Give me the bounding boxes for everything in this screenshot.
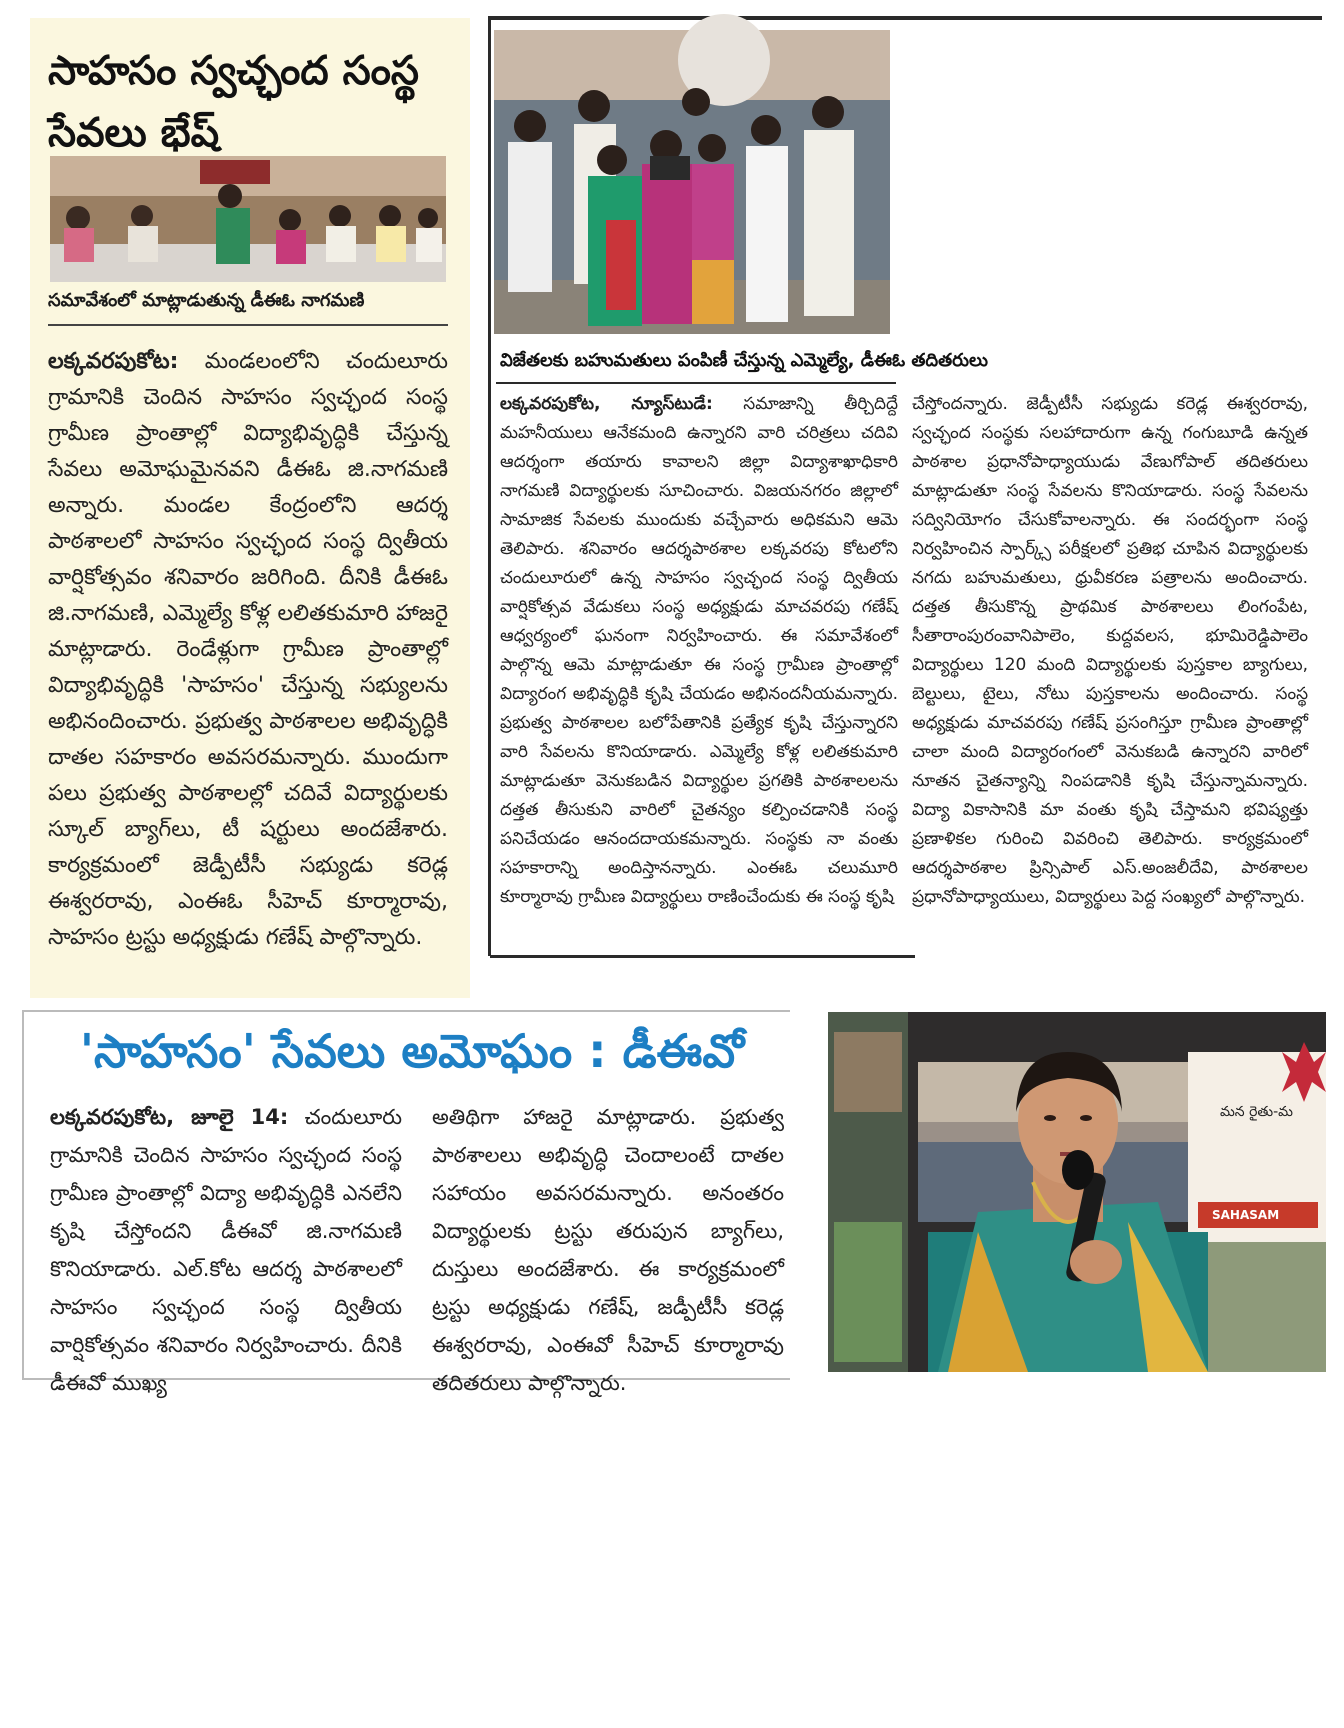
clip3-col1 — [50, 1098, 402, 1395]
clip2-col1-text: సమాజాన్ని తీర్చిదిద్దే మహనీయులు ఆనేకమంది ఉన్నారని వారి చరిత్రలు చదివి ఆదర్శంగా తయారు కావాలని జిల్లా విద్యాశాఖాధికారి నాగమణి విద్యార్థులకు సూచించారు. విజయనగరం జిల్లాలో సామాజిక సేవలకు ముందుకు వచ్చేవారు అధికమని ఆమె తెలిపారు. శనివారం ఆదర్శపాఠశాల లక్కవరపు కోటలోని చందులూరులో ఉన్న సాహసం స్వచ్ఛంద సంస్థ ద్వితీయ వార్షికోత్సవ వేడుకలు సంస్థ అధ్యక్షుడు మాచవరపు గణేష్ ఆధ్వర్యంలో ఘనంగా నిర్వహించారు. ఈ సమావేశంలో పాల్గొన్న ఆమె మాట్లాడుతూ ఈ సంస్థ గ్రామీణ ప్రాంతాల్లో విద్యారంగ అభివృద్ధికి కృషి చేయడం అభినందనీయమన్నారు. ప్రభుత్వ పాఠశాలల బలోపేతానికి ప్రత్యేక కృషి చేస్తున్నారని వారి సేవలను కొనియాడారు. ఎమ్మెల్యే కోళ్ల లలితకుమారి మాట్లాడుతూ వెనుకబడిన విద్యార్థుల ప్రగతికి పాఠశాలలను దత్తత తీసుకుని వారిలో చైతన్యం కల్పించడానికి సంస్థ పనిచేయడం ఆనందదాయకమన్నారు. సంస్థకు నా వంతు సహకారాన్ని అందిస్తానన్నారు. ఎంఈఓ చలుమూరి కూర్మారావు గ్రామీణ విద్యార్థులు రాణించేందుకు ఈ సంస్థ కృషి — [500, 394, 899, 907]
clip3-headline: 'సాహసం' సేవలు అమోఘం : డీఈవో — [79, 1024, 745, 1078]
clip1-dateline: లక్కవరపుకోట: — [48, 349, 179, 374]
clip3-top-rule — [22, 1010, 790, 1012]
clip4-photo — [828, 1012, 1326, 1372]
clip1-caption-rule — [48, 324, 448, 326]
clip1-body — [48, 344, 448, 984]
clip3-col2: అతిథిగా హాజరై మాట్లాడారు. ప్రభుత్వ పాఠశాలలు అభివృద్ధి చెందాలంటే దాతల సహాయం అవసరమన్నారు. అనంతరం విద్యార్థులకు ట్రస్టు తరుపున బ్యాగ్‌లు, దుస్తులు అందజేశారు. ఈ కార్యక్రమంలో ట్రస్టు అధ్యక్షుడు గణేష్, జడ్పీటీసీ కరెడ్ల ఈశ్వరరావు, ఎంఈవో సీహెచ్ కూర్మారావు తదితరులు పాల్గొన్నారు. — [432, 1105, 784, 1395]
clip2-bottom-rule — [490, 955, 915, 958]
clip1-photo — [50, 156, 446, 282]
clip4-banner-text: మన రైతు-మ — [1220, 1104, 1293, 1120]
clip2-dateline: లక్కవరపుకోట, న్యూస్‌టుడే: — [500, 394, 713, 414]
clip3-left-rule — [22, 1010, 24, 1380]
clip2-col2: చేస్తోందన్నారు. జెడ్పీటీసీ సభ్యుడు కరెడ్ల ఈశ్వరరావు, స్వచ్ఛంద సంస్థకు సలహాదారుగా ఉన్న గంగుబూడి ఉన్నత పాఠశాల ప్రధానోపాధ్యాయుడు వేణుగోపాల్ తదితరులు మాట్లాడుతూ సంస్థ సేవలను కొనియాడారు. సంస్థ సేవలను సద్వినియోగం చేసుకోవాలన్నారు. ఈ సందర్భంగా సంస్థ నిర్వహించిన స్పార్క్స్ పరీక్షలలో ప్రతిభ చూపిన విద్యార్థులకు నగదు బహుమతులు, ధ్రువీకరణ పత్రాలను అందించారు. దత్తత తీసుకొన్న ప్రాథమిక పాఠశాలలు లింగంపేట, సీతారాంపురంవానిపాలెం, కుద్దవలస, భూమిరెడ్డిపాలెం విద్యార్థులు 120 మంది విద్యార్థులకు పుస్తకాల బ్యాగులు, బెల్టులు, టైలు, నోటు పుస్తకాలను అందించారు. సంస్థ అధ్యక్షుడు మాచవరపు గణేష్ ప్రసంగిస్తూ గ్రామీణ ప్రాంతాల్లో చాలా మంది విద్యారంగంలో వెనుకబడి ఉన్నారని వారిలో నూతన చైతన్యాన్ని నింపడానికి కృషి చేస్తున్నామన్నారు. విద్యా వికాసానికి మా వంతు కృషి చేస్తామని భవిష్యత్తు ప్రణాళికల గురించి వివరించి తెలిపారు. కార్యక్రమంలో ఆదర్శపాఠశాల ప్రిన్సిపాల్ ఎస్.అంజలీదేవి, పాఠశాలల ప్రధానోపాధ్యాయులు, విద్యార్థులు పెద్ద సంఖ్యలో పాల్గొన్నారు. — [912, 394, 1308, 907]
clip1-headline: సాహసం స్వచ్ఛంద సంస్థ సేవలు భేష్ — [48, 48, 420, 156]
clip2-caption-rule — [496, 382, 896, 384]
clip2-left-rule — [488, 16, 491, 956]
clip2-top-rule — [490, 16, 1322, 20]
clip1-photo-caption: సమావేశంలో మాట్లాడుతున్న డీఈఓ నాగమణి — [48, 290, 365, 311]
clip2-photo — [494, 30, 890, 334]
clip3-dateline: లక్కవరపుకోట, జూలై 14: — [50, 1105, 289, 1129]
clip2-col1 — [500, 390, 898, 942]
clip1-panel — [30, 18, 470, 998]
clip1-body-text: మండలంలోని చందులూరు గ్రామానికి చెందిన సాహసం స్వచ్ఛంద సంస్థ గ్రామీణ ప్రాంతాల్లో విద్యాభివృద్ధికి చేస్తున్న సేవలు అమోఘమైనవని డీఈఓ జి.నాగమణి అన్నారు. మండల కేంద్రంలోని ఆదర్శ పాఠశాలలో సాహసం స్వచ్ఛంద సంస్థ ద్వితీయ వార్షికోత్సవం శనివారం జరిగింది. దీనికి డీఈఓ జి.నాగమణి, ఎమ్మెల్యే కోళ్ల లలితకుమారి హాజరై మాట్లాడారు. రెండేళ్లుగా గ్రామీణ ప్రాంతాల్లో విద్యాభివృద్ధికి 'సాహసం' చేస్తున్న సభ్యులను అభినందించారు. ప్రభుత్వ పాఠశాలల అభివృద్ధికి దాతల సహకారం అవసరమన్నారు. ముందుగా పలు ప్రభుత్వ పాఠశాలల్లో చదివే విద్యార్థులకు స్కూల్ బ్యాగ్‌లు, టీ షర్టులు అందజేశారు. కార్యక్రమంలో జెడ్పీటీసీ సభ్యుడు కరెడ్ల ఈశ్వరరావు, ఎంఈఓ సీహెచ్ కూర్మారావు, సాహసం ట్రస్టు అధ్యక్షుడు గణేష్ పాల్గొన్నారు. — [48, 349, 448, 950]
clip2-photo-caption: విజేతలకు బహుమతులు పంపిణీ చేస్తున్న ఎమ్మెల్యే, డీఈఓ తదితరులు — [500, 350, 988, 371]
clip3-col1-text: చందులూరు గ్రామానికి చెందిన సాహసం స్వచ్ఛంద సంస్థ గ్రామీణ ప్రాంతాల్లో విద్యా అభివృద్ధికి ఎనలేని కృషి చేస్తోందని డీఈవో జి.నాగమణి కొనియాడారు. ఎల్.కోట ఆదర్శ పాఠశాలలో సాహసం స్వచ్ఛంద సంస్థ ద్వితీయ వార్షికోత్సవం శనివారం నిర్వహించారు. దీనికి డీఈవో ముఖ్య — [50, 1105, 402, 1395]
clip4-sign-text: SAHASAM — [1212, 1208, 1280, 1222]
